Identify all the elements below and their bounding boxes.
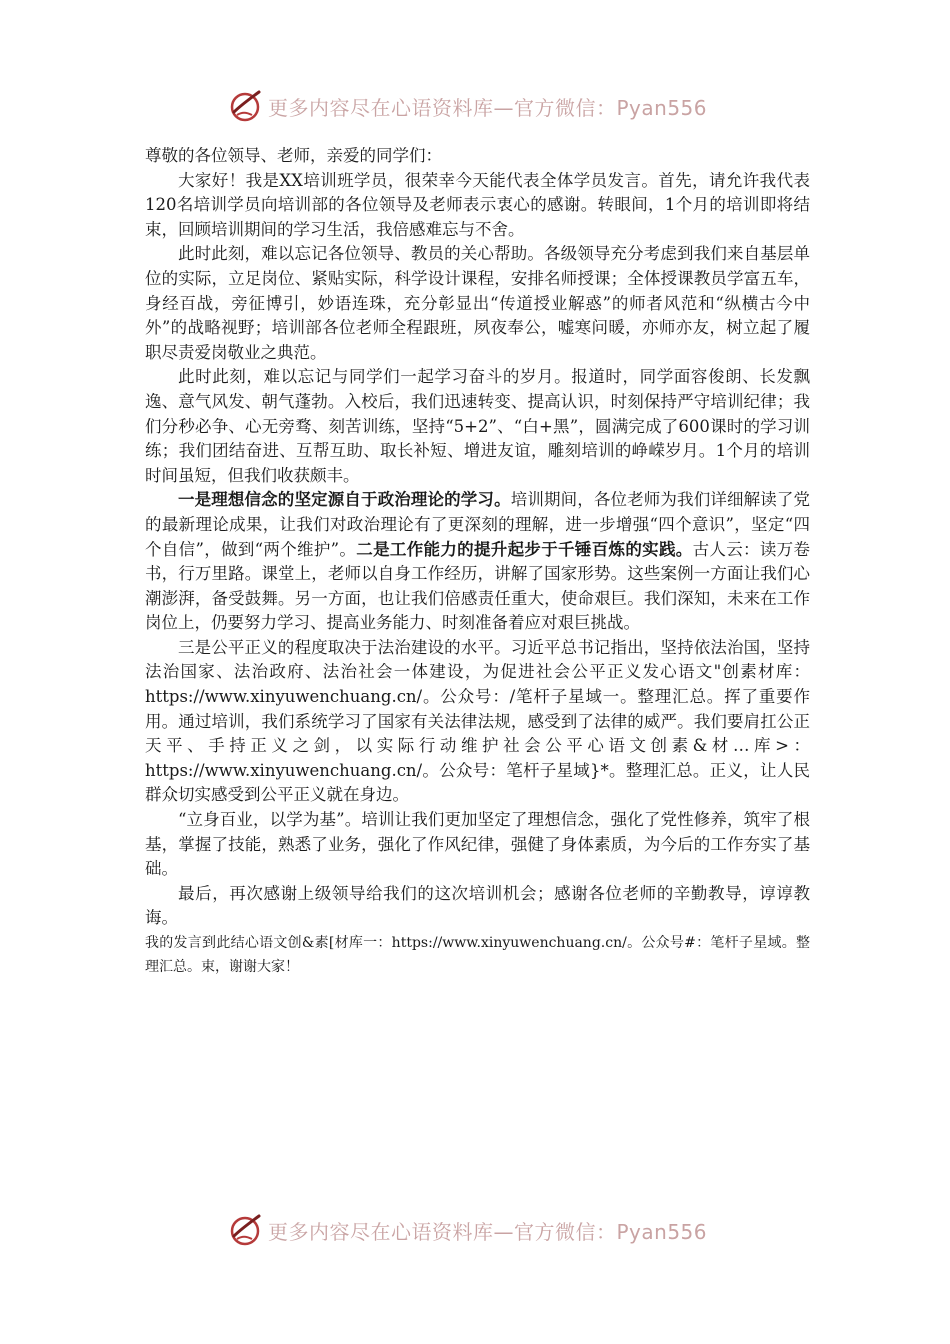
brush-pen-logo-icon (228, 1212, 264, 1248)
closing-paragraph: 我的发言到此结心语文创&素[材库一：https://www.xinyuwenchuang.cn/。公众号#：笔杆子星域。整理汇总。束，谢谢大家！ (145, 935, 810, 975)
paragraph-5: 三是公平正义的程度取决于法治建设的水平。习近平总书记指出，坚持依法治国，坚持法治国家、法治政府、法治社会一体建设，为促进社会公平正义发心语文"创素材库：https://www.xinyuwenchuang.cn/。公众号：/笔杆子星域一。整理汇总。挥了重要作用。通过培训，我们系统学习了国家有关法律法规，感受到了法律的威严。我们要肩扛公正天平、手持正义之剑，以实际行动维护社会公平心语文创素&材…库>：https://www.xinyuwenchuang.cn/。公众号：笔杆子星域}*。整理汇总。正义，让人民群众切实感受到公平正义就在身边。 (145, 637, 810, 805)
banner-text: 更多内容尽在心语资料库—官方微信：Pyan556 (268, 1219, 708, 1244)
salutation: 尊敬的各位领导、老师，亲爱的同学们： (145, 146, 442, 165)
point-one-heading: 一是理想信念的坚定源自于政治理论的学习。 (178, 490, 511, 510)
brush-pen-logo-icon (228, 88, 264, 124)
paragraph-7: 最后，再次感谢上级领导给我们的这次培训机会；感谢各位老师的辛勤教导，谆谆教诲。 (145, 883, 810, 928)
paragraph-3: 此时此刻，难以忘记与同学们一起学习奋斗的岁月。报道时，同学面容俊朗、长发飘逸、意气风发、朝气蓬勃。入校后，我们迅速转变、提高认识，时刻保持严守培训纪律；我们分秒必争、心无旁骛、刻苦训练，坚持“5+2”、“白+黑”，圆满完成了600课时的学习训练；我们团结奋进、互帮互助、取长补短、增进友谊，雕刻培训的峥嵘岁月。1个月的培训时间虽短，但我们收获颇丰。 (145, 367, 810, 485)
header-banner (228, 86, 728, 126)
point-one-text: 培训期间，各位老师为我们详细解读了党的最新理论成果，让我们对政治理论有了更深刻的理解，进一步增强“四个意识”，坚定“四个自信”，做到“两个维护”。 (145, 490, 811, 559)
point-two-text: 古人云：读万卷书，行万里路。课堂上，老师以自身工作经历，讲解了国家形势。这些案例一方面让我们心潮澎湃，备受鼓舞。另一方面，也让我们倍感责任重大，使命艰巨。我们深知，未来在工作岗位上，仍要努力学习、提高业务能力、时刻准备着应对艰巨挑战。 (145, 539, 810, 633)
paragraph-6: “立身百业，以学为基”。培训让我们更加坚定了理想信念，强化了党性修养，筑牢了根基，掌握了技能，熟悉了业务，强化了作风纪律，强健了身体素质，为今后的工作夯实了基础。 (145, 810, 810, 879)
point-two-heading: 二是工作能力的提升起步于千锤百炼的实践。 (356, 539, 693, 559)
paragraph-2: 此时此刻，难以忘记各位领导、教员的关心帮助。各级领导充分考虑到我们来自基层单位的实际，立足岗位、紧贴实际，科学设计课程，安排名师授课；全体授课教员学富五车，身经百战，旁征博引，妙语连珠，充分彰显出“传道授业解惑”的师者风范和“纵横古今中外”的战略视野；培训部各位老师全程跟班，夙夜奉公，嘘寒问暖，亦师亦友，树立起了履职尽责爱岗敬业之典范。 (145, 244, 810, 362)
footer-banner (228, 1210, 728, 1250)
document-body (145, 144, 810, 979)
paragraph-4 (145, 488, 810, 636)
banner-text: 更多内容尽在心语资料库—官方微信：Pyan556 (268, 95, 708, 120)
paragraph-1: 大家好！我是XX培训班学员，很荣幸今天能代表全体学员发言。首先，请允许我代表120名培训学员向培训部的各位领导及老师表示衷心的感谢。转眼间，1个月的培训即将结束，回顾培训期间的学习生活，我倍感难忘与不舍。 (145, 170, 810, 239)
